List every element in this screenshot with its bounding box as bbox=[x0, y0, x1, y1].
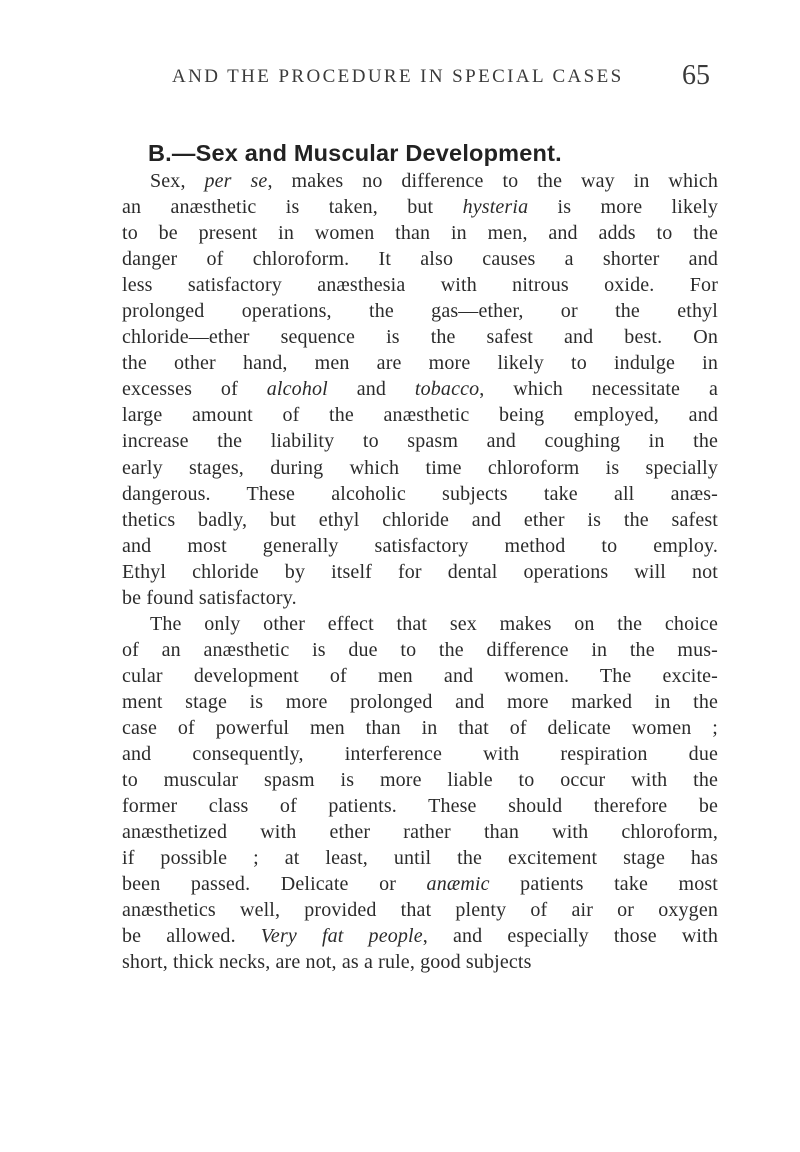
text-line bbox=[122, 897, 718, 923]
text-run: if possible ; at least, until the excitement stage has bbox=[122, 847, 718, 870]
text-run: be found satisfactory. bbox=[122, 586, 297, 609]
text-run: to muscular spasm is more liable to occur with the bbox=[122, 769, 718, 792]
text-run: to be present in women than in men, and adds to the bbox=[122, 222, 718, 245]
italic-text: tobacco bbox=[414, 378, 480, 401]
text-run: the other hand, men are more likely to indulge in bbox=[122, 352, 718, 375]
text-line bbox=[122, 819, 718, 845]
text-run: early stages, during which time chloroform is specially bbox=[122, 456, 718, 479]
text-run: The only other effect that sex makes on the choice bbox=[150, 612, 718, 635]
text-run: dangerous. These alcoholic subjects take all anæs- bbox=[122, 482, 718, 505]
text-line bbox=[122, 428, 718, 454]
text-line bbox=[122, 455, 718, 481]
text-run: prolonged operations, the gas—ether, or the ethyl bbox=[122, 300, 718, 323]
text-run: Sex, bbox=[150, 170, 205, 192]
text-line bbox=[122, 376, 718, 402]
text-run: be allowed. bbox=[122, 925, 261, 948]
text-run: , and especially those with bbox=[422, 925, 718, 948]
text-line bbox=[122, 663, 718, 689]
text-run: , makes no difference to the way in which bbox=[267, 170, 718, 192]
text-line bbox=[122, 246, 718, 272]
italic-text: anæmic bbox=[426, 873, 490, 896]
text-line bbox=[122, 194, 718, 220]
text-run: case of powerful men than in that of delicate women ; bbox=[122, 716, 718, 739]
text-line bbox=[122, 507, 718, 533]
page-number: 65 bbox=[682, 60, 710, 91]
text-line bbox=[122, 585, 718, 611]
text-run: an anæsthetic is taken, but bbox=[122, 196, 463, 219]
text-line bbox=[122, 402, 718, 428]
italic-text: Very fat people bbox=[260, 925, 423, 948]
text-line bbox=[122, 324, 718, 350]
text-line bbox=[122, 637, 718, 663]
text-line bbox=[122, 298, 718, 324]
text-line bbox=[122, 350, 718, 376]
italic-text: alcohol bbox=[266, 378, 328, 401]
text-line bbox=[122, 741, 718, 767]
text-run: anæsthetics well, provided that plenty of air or oxygen bbox=[122, 899, 718, 922]
text-line bbox=[122, 611, 718, 637]
text-run: anæsthetized with ether rather than with chloroform, bbox=[122, 821, 718, 844]
text-line bbox=[122, 481, 718, 507]
text-run: large amount of the anæsthetic being employed, and bbox=[122, 404, 718, 427]
running-head-title: AND THE PROCEDURE IN SPECIAL CASES bbox=[172, 66, 624, 87]
text-run: is more likely bbox=[528, 196, 718, 219]
text-run: Ethyl chloride by itself for dental operations will not bbox=[122, 560, 718, 583]
text-run: danger of chloroform. It also causes a shorter and bbox=[122, 248, 718, 271]
text-line bbox=[122, 168, 718, 194]
text-line bbox=[122, 949, 718, 975]
text-run: increase the liability to spasm and coughing in the bbox=[122, 430, 718, 453]
running-head bbox=[0, 60, 800, 100]
text-line bbox=[122, 767, 718, 793]
text-run: patients take most bbox=[489, 873, 719, 896]
body-text bbox=[122, 168, 718, 975]
text-run: thetics badly, but ethyl chloride and ether is the safest bbox=[122, 508, 718, 531]
text-run: of an anæsthetic is due to the difference in the mus- bbox=[122, 638, 718, 661]
text-run: excesses of bbox=[122, 378, 267, 401]
text-line bbox=[122, 689, 718, 715]
text-line bbox=[122, 845, 718, 871]
text-line bbox=[122, 220, 718, 246]
text-run: and bbox=[327, 378, 415, 401]
text-line bbox=[122, 272, 718, 298]
text-run: chloride—ether sequence is the safest and best. On bbox=[122, 326, 718, 349]
text-line bbox=[122, 533, 718, 559]
text-run: short, thick necks, are not, as a rule, good subjects bbox=[122, 951, 532, 974]
text-run: former class of patients. These should therefore be bbox=[122, 795, 718, 818]
text-run: and consequently, interference with respiration due bbox=[122, 743, 718, 766]
text-run: , which necessitate a bbox=[479, 378, 718, 401]
text-run: cular development of men and women. The excite- bbox=[122, 664, 718, 687]
text-line bbox=[122, 793, 718, 819]
text-line bbox=[122, 715, 718, 741]
text-line bbox=[122, 871, 718, 897]
text-run: and most generally satisfactory method to employ. bbox=[122, 534, 718, 557]
text-run: ment stage is more prolonged and more marked in the bbox=[122, 690, 718, 713]
italic-text: per se bbox=[204, 170, 268, 192]
section-heading: B.—Sex and Muscular Development. bbox=[148, 140, 562, 166]
italic-text: hysteria bbox=[462, 196, 529, 219]
text-line bbox=[122, 923, 718, 949]
text-run: been passed. Delicate or bbox=[122, 873, 427, 896]
text-run: less satisfactory anæsthesia with nitrous oxide. For bbox=[122, 274, 718, 297]
text-line bbox=[122, 559, 718, 585]
